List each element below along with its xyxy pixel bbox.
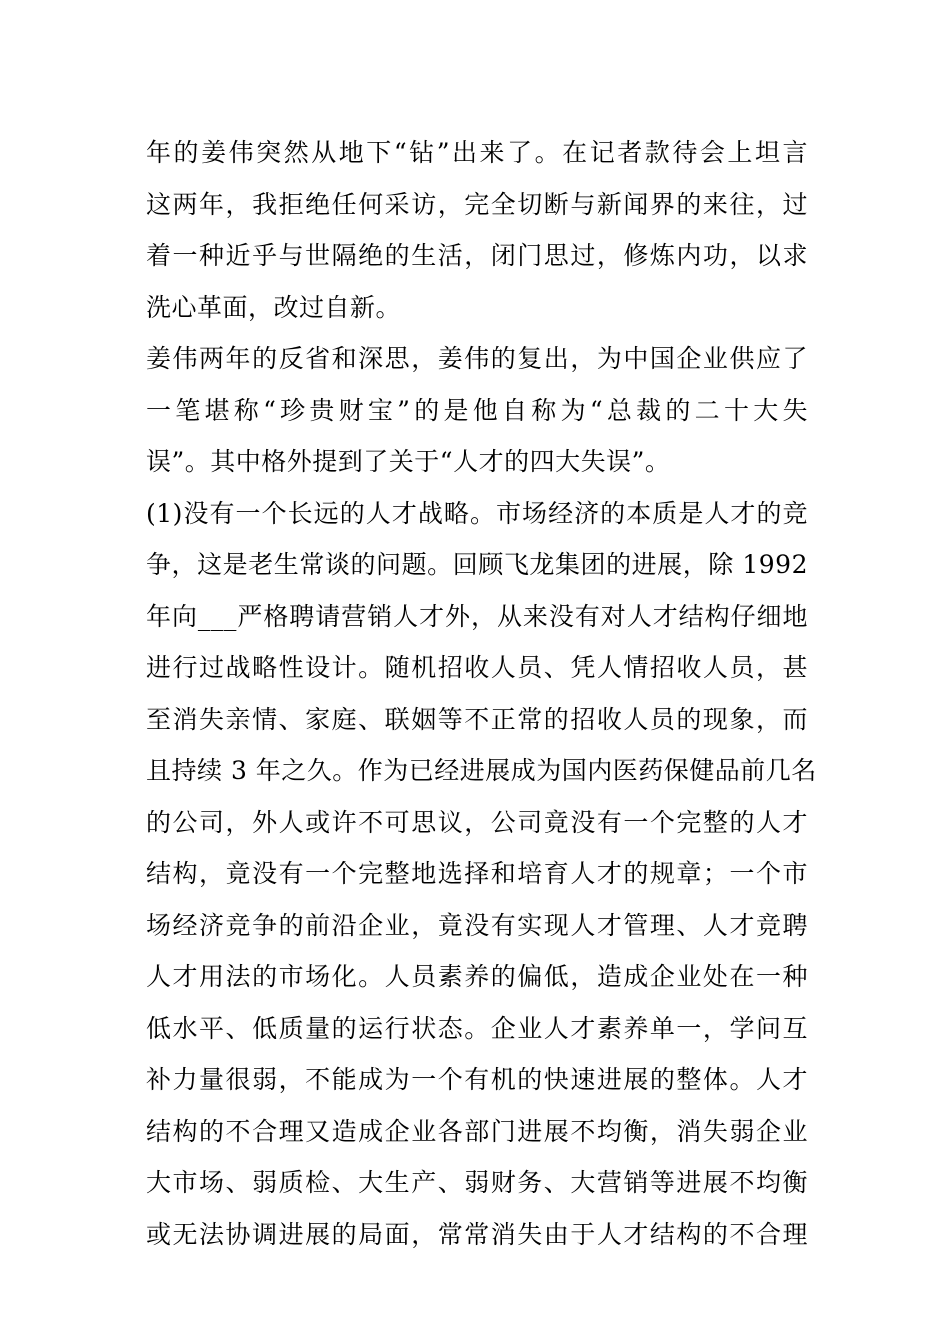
text-line: 一笔堪称“珍贵财宝”的是他自称为“总裁的二十大失 — [146, 395, 808, 425]
body-text — [146, 127, 817, 1260]
text-line: 人才用法的市场化。人员素养的偏低，造成企业处在一种 — [146, 962, 808, 991]
text-line: (1)没有一个长远的人才战略。市场经济的本质是人才的竞 — [146, 498, 808, 528]
text-line: 的公司，外人或许不可思议，公司竟没有一个完整的人才 — [146, 807, 808, 837]
text-line: 洗心革面，改过自新。 — [146, 292, 402, 322]
text-line: 争，这是老生常谈的问题。回顾飞龙集团的进展，除 1992 — [146, 550, 808, 579]
text-line: 误”。其中格外提到了关于“人才的四大失误”。 — [146, 447, 671, 476]
text-line: 低水平、低质量的运行状态。企业人才素养单一，学问互 — [146, 1013, 808, 1043]
text-line: 补力量很弱，不能成为一个有机的快速进展的整体。人才 — [146, 1065, 808, 1094]
text-line: 年向___严格聘请营销人才外，从来没有对人才结构仔细地 — [146, 601, 808, 631]
text-line: 着一种近乎与世隔绝的生活，闭门思过，修炼内功，以求 — [146, 241, 808, 270]
text-line: 至消失亲情、家庭、联姻等不正常的招收人员的现象，而 — [146, 704, 808, 734]
text-line: 姜伟两年的反省和深思，姜伟的复出，为中国企业供应了 — [146, 344, 808, 373]
text-line: 大市场、弱质检、大生产、弱财务、大营销等进展不均衡 — [146, 1168, 808, 1197]
text-line: 场经济竞争的前沿企业，竟没有实现人才管理、人才竞聘 — [146, 910, 808, 940]
text-line: 且持续 3 年之久。作为已经进展成为国内医药保健品前几名 — [146, 756, 817, 785]
text-line: 结构的不合理又造成企业各部门进展不均衡，消失弱企业 — [146, 1116, 808, 1146]
text-line: 年的姜伟突然从地下“钻”出来了。在记者款待会上坦言 — [146, 138, 808, 167]
text-line: 进行过战略性设计。随机招收人员、凭人情招收人员，甚 — [146, 653, 808, 682]
text-line: 这两年，我拒绝任何采访，完全切断与新闻界的来往，过 — [146, 189, 808, 219]
text-line: 或无法协调进展的局面，常常消失由于人才结构的不合理 — [146, 1219, 808, 1249]
text-line: 结构，竟没有一个完整地选择和培育人才的规章；一个市 — [146, 859, 808, 888]
